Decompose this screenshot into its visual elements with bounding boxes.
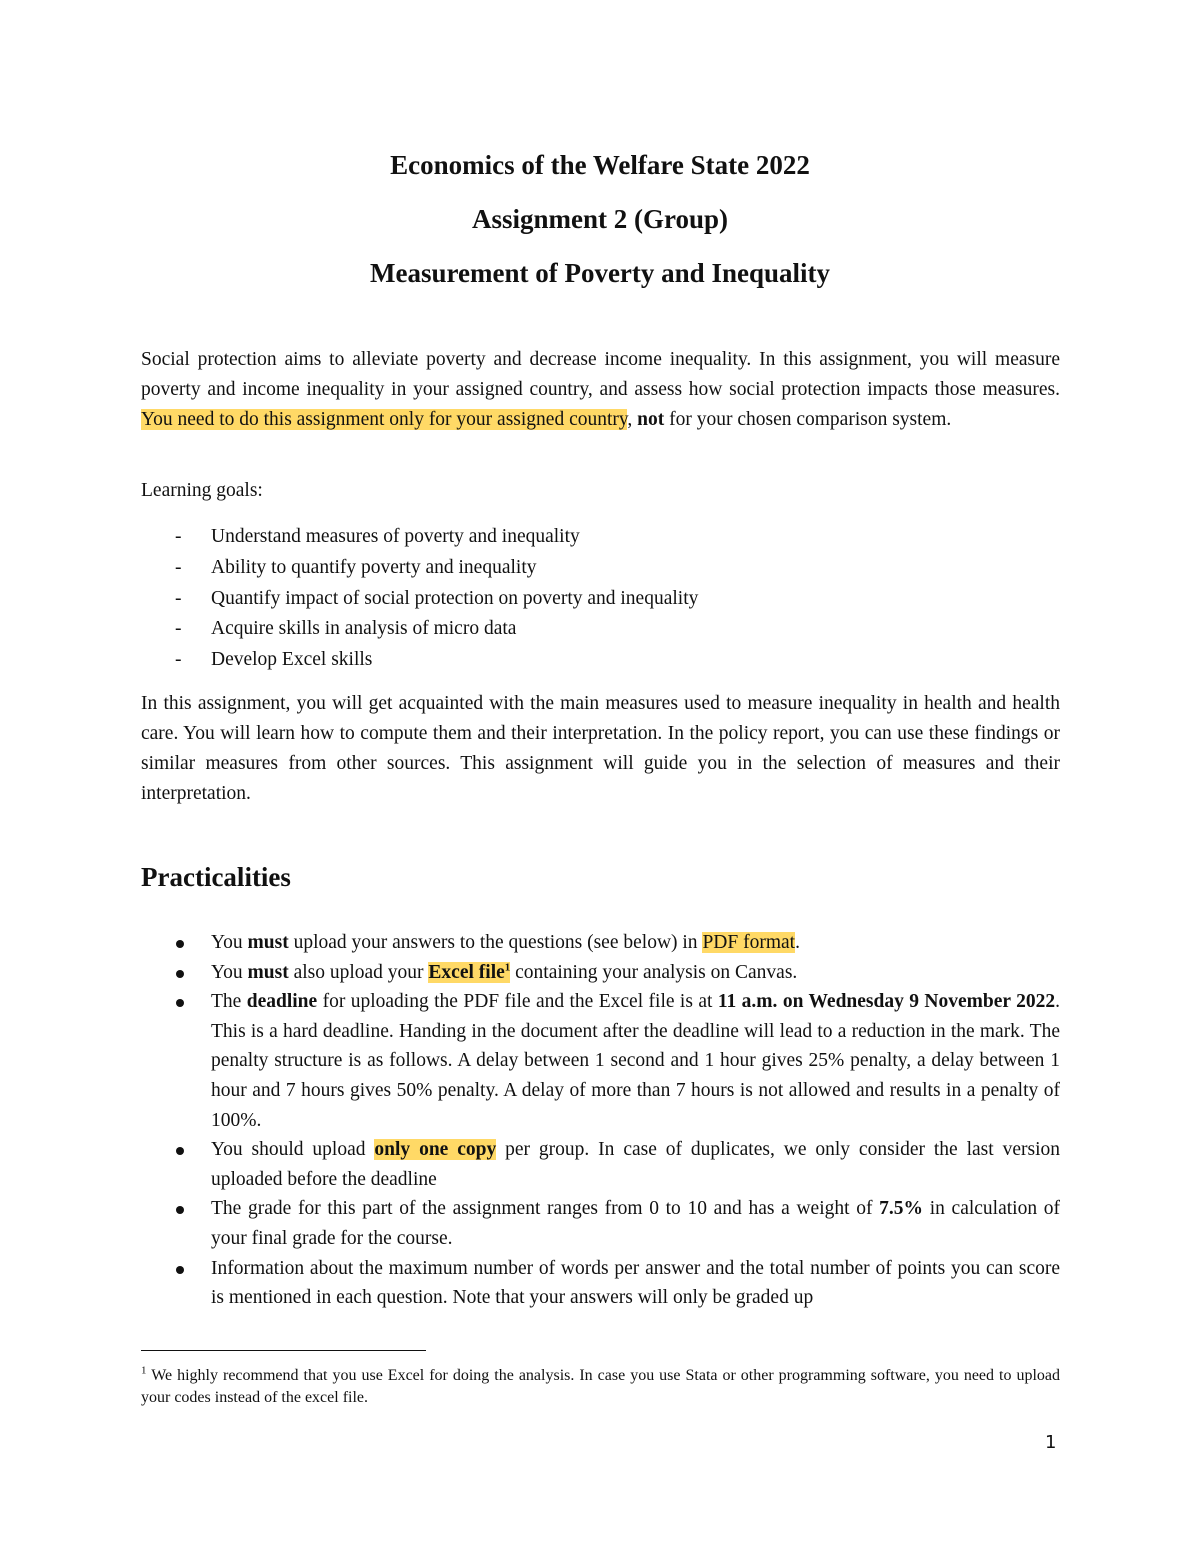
bullet-icon [176,999,184,1007]
one-copy-highlight: only one copy [374,1139,497,1161]
list-item: You must also upload your Excel file$^1$ containing your analysis on Canvas. [141,958,1060,988]
excel-file-highlight: Excel file$^1$ [428,961,511,983]
list-item: - Develop Excel skills [175,649,373,671]
title-block [0,138,1200,300]
deadline-date: 11 a.m. on Wednesday 9 November 2022 [717,991,1056,1013]
bullet-icon [176,970,184,978]
intro-not: not [637,409,665,430]
intro-highlight: You need to do this assignment only for your assigned country [141,409,628,430]
intro-text: Social protection aims to alleviate poverty and decrease income inequality. In this assignment, you will measure poverty and income inequality in your assigned country, and assess how social protection impacts those measures. [141,349,1060,400]
list-item: The grade for this part of the assignment ranges from 0 to 10 and has a weight of 7.5% in calculation of your final grade for the course. [141,1194,1060,1253]
footnote-text: We highly recommend that you use Excel for doing the analysis. In case you use Stata or other programming software, you need to upload your codes instead of the excel file. [141,1367,1060,1406]
footnote-reference: 1 [504,961,511,974]
list-item: - Acquire skills in analysis of micro data [175,618,517,640]
intro-paragraph: Social protection aims to alleviate poverty and decrease income inequality. In this assignment, you will measure poverty and income inequality in your assigned country, and assess how social protection impacts those measures. You need to do this assignment only for your assigned country, not for your chosen comparison system. [141,349,1060,430]
pdf-format-highlight: PDF format [702,932,796,953]
list-item: You must upload your answers to the questions (see below) in PDF format. [141,928,1060,958]
list-item: The deadline for uploading the PDF file and the Excel file is at 11 a.m. on Wednesday 9 November 2022. This is a hard deadline. Handing in the document after the deadline will lead to a reduction in the mark. The penalty structure is as follows. A delay between 1 second and 1 hour gives 25% penalty, a delay between 1 hour and 7 hours gives 50% penalty. A delay of more than 7 hours is not allowed and results in a penalty of 100%. [141,987,1060,1135]
document-topic: Measurement of Poverty and Inequality [370,258,830,288]
footnote [141,1365,1060,1409]
practicalities-list [141,928,1060,1313]
bullet-icon [176,940,184,948]
list-item: - Ability to quantify poverty and inequality [175,556,537,578]
learning-goals-list [141,522,1060,676]
list-item: - Quantify impact of social protection on poverty and inequality [175,587,699,609]
document-subtitle: Assignment 2 (Group) [471,204,729,234]
page-number: 1 [1045,1432,1057,1453]
bullet-icon [176,1206,184,1214]
footnote-divider [141,1350,426,1351]
list-item: You should upload only one copy per group. In case of duplicates, we only consider the last version uploaded before the deadline [141,1135,1060,1194]
list-item: - Understand measures of poverty and inequality [175,526,580,547]
bullet-icon [176,1147,184,1155]
list-item: Information about the maximum number of words per answer and the total number of points you can score is mentioned in each question. Note that your answers will only be graded up [141,1254,1060,1313]
document-title: Economics of the Welfare State 2022 [390,150,810,180]
footnote-marker: 1 [141,1364,147,1377]
bullet-icon [176,1266,184,1274]
practicalities-heading: Practicalities [141,862,291,892]
learning-goals-label: Learning goals: [141,480,263,501]
second-paragraph: In this assignment, you will get acquainted with the main measures used to measure inequality in health and health care. You will learn how to compute them and their interpretation. In the policy report, you can use these findings or similar measures from other sources. This assignment will guide you in the selection of measures and their interpretation. [141,693,1060,804]
